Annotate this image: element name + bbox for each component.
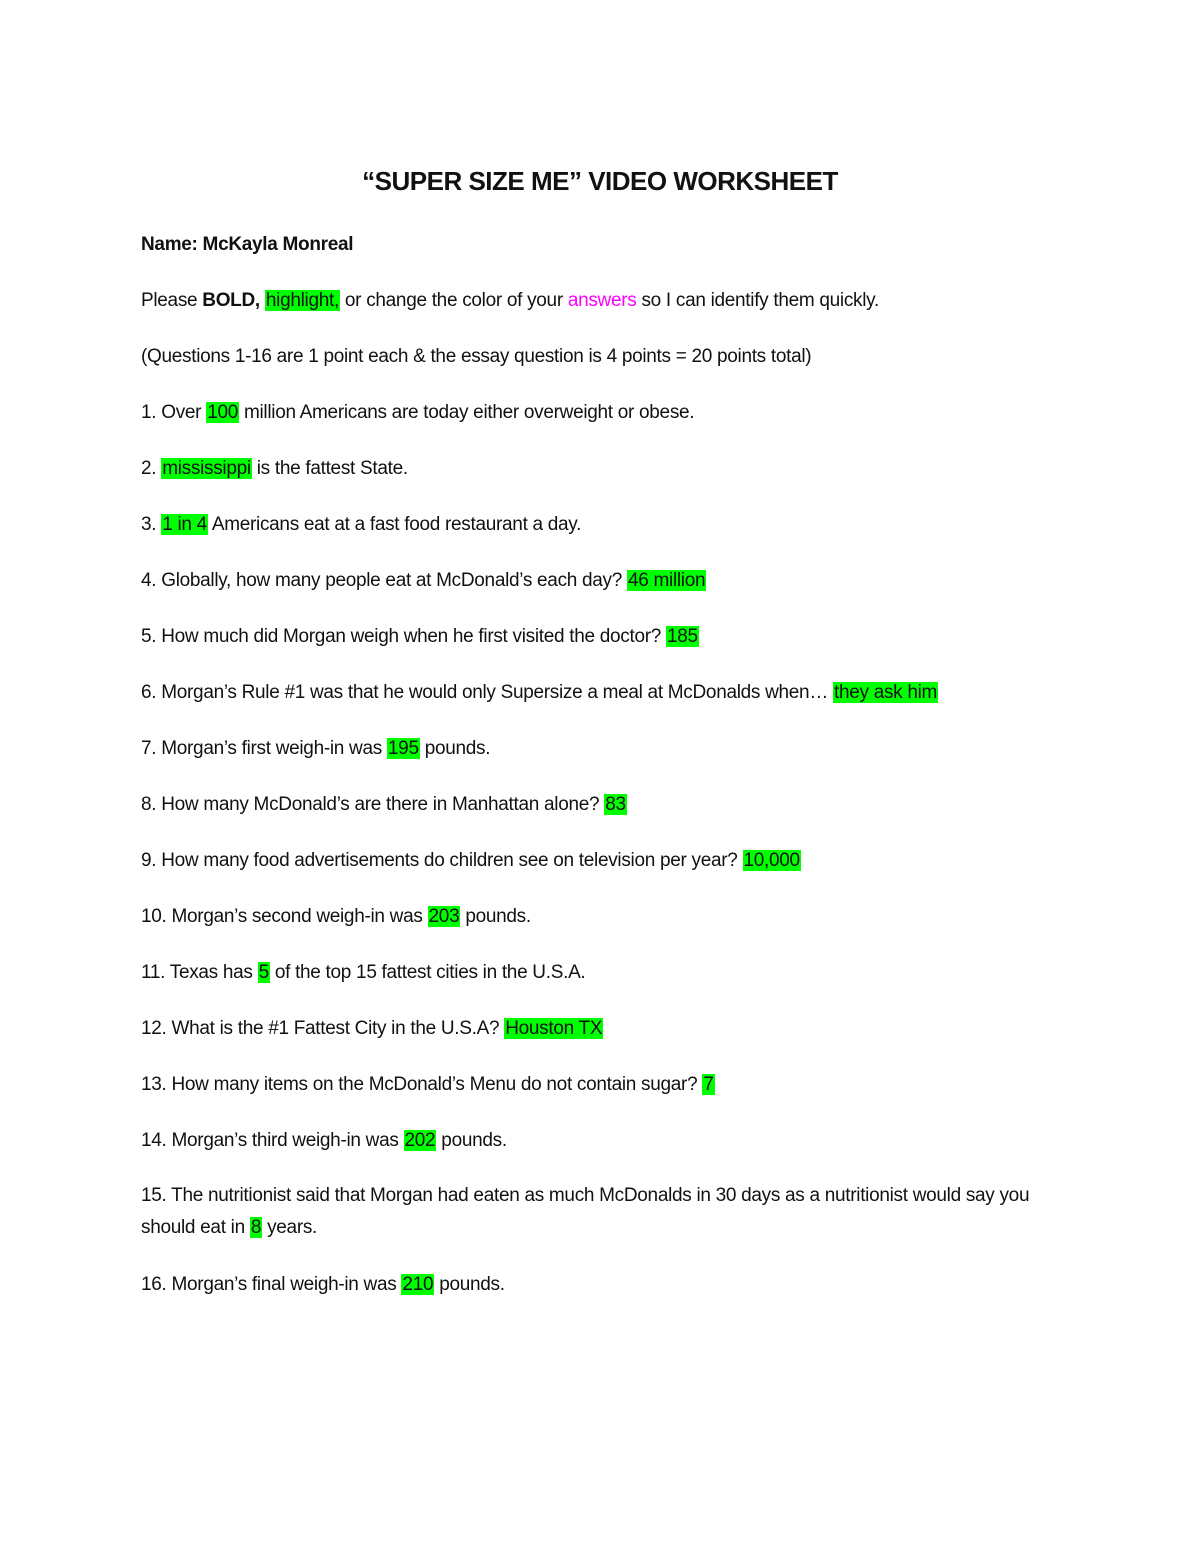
question-text: 3. xyxy=(141,514,162,535)
question-text-end: million Americans are today either overweight or obese. xyxy=(239,402,695,423)
instructions-post: so I can identify them quickly. xyxy=(636,290,879,311)
question-11 xyxy=(141,957,585,989)
question-text: 10. Morgan’s second weigh-in was xyxy=(141,906,428,927)
question-7 xyxy=(141,733,490,765)
question-5 xyxy=(141,621,699,653)
worksheet-title: “SUPER SIZE ME” VIDEO WORKSHEET xyxy=(362,166,838,196)
instructions-answers: answers xyxy=(567,290,637,311)
question-12 xyxy=(141,1013,603,1045)
answer-highlight: 1 in 4 xyxy=(162,514,207,535)
answer-highlight: mississippi xyxy=(162,458,251,479)
answer-highlight: 83 xyxy=(605,794,626,815)
answer-highlight: 8 xyxy=(250,1217,262,1238)
answer-highlight: 185 xyxy=(667,626,698,647)
question-text: 13. How many items on the McDonald’s Menu do not contain sugar? xyxy=(141,1074,703,1095)
student-name: Name: McKayla Monreal xyxy=(141,234,354,255)
question-2 xyxy=(141,453,408,485)
question-text: 12. What is the #1 Fattest City in the U.S.A? xyxy=(141,1018,505,1039)
question-text-end: pounds. xyxy=(436,1130,507,1151)
answer-highlight: 210 xyxy=(402,1274,434,1295)
question-4 xyxy=(141,565,706,597)
points-note: (Questions 1-16 are 1 point each & the essay question is 4 points = 20 points total) xyxy=(141,346,812,367)
question-text-end: Americans eat at a fast food restaurant a day. xyxy=(207,514,582,535)
question-9 xyxy=(141,845,801,877)
question-text: 7. Morgan’s first weigh-in was xyxy=(141,738,387,759)
question-text-end: pounds. xyxy=(419,738,491,759)
question-16 xyxy=(141,1269,505,1301)
answer-highlight: 10,000 xyxy=(743,850,800,871)
question-text-end: pounds. xyxy=(460,906,531,927)
answer-highlight: they ask him xyxy=(834,682,938,703)
question-text-end: is the fattest State. xyxy=(251,458,408,479)
instructions-bold: BOLD, xyxy=(202,290,260,311)
question-text: 8. How many McDonald’s are there in Manhattan alone? xyxy=(141,794,605,815)
question-14 xyxy=(141,1125,507,1157)
answer-highlight: 46 million xyxy=(628,570,706,591)
instructions-highlight: highlight, xyxy=(265,290,339,311)
question-13 xyxy=(141,1069,715,1101)
question-text: 14. Morgan’s third weigh-in was xyxy=(141,1130,404,1151)
question-text: 4. Globally, how many people eat at McDonald’s each day? xyxy=(141,570,627,591)
answer-highlight: 195 xyxy=(387,738,419,759)
question-text-end: of the top 15 fattest cities in the U.S.A. xyxy=(269,962,586,983)
answer-highlight: 100 xyxy=(207,402,238,423)
question-text: 1. Over xyxy=(141,402,207,423)
answer-highlight: 7 xyxy=(703,1074,714,1095)
question-text: 6. Morgan’s Rule #1 was that he would only Supersize a meal at McDonalds when… xyxy=(141,682,833,703)
question-text-end: years. xyxy=(262,1217,318,1238)
question-text: 16. Morgan’s final weigh-in was xyxy=(141,1274,402,1295)
question-text: 11. Texas has xyxy=(141,962,258,983)
question-6 xyxy=(141,677,938,709)
instructions-pre: Please xyxy=(141,290,203,311)
question-text: 5. How much did Morgan weigh when he first visited the doctor? xyxy=(141,626,666,647)
instructions-mid: or change the color of your xyxy=(339,290,568,311)
question-text-end: pounds. xyxy=(434,1274,505,1295)
answer-highlight: 202 xyxy=(404,1130,436,1151)
instructions-line xyxy=(141,285,879,317)
question-text: 2. xyxy=(141,458,162,479)
question-text: 9. How many food advertisements do children see on television per year? xyxy=(141,850,743,871)
answer-highlight: 5 xyxy=(258,962,269,983)
answer-highlight: Houston TX xyxy=(505,1018,603,1039)
question-text: 15. The nutritionist said that Morgan had eaten as much McDonalds in 30 days as a nutritionist would say you should eat in xyxy=(141,1185,1030,1238)
answer-highlight: 203 xyxy=(428,906,460,927)
question-1 xyxy=(141,397,694,429)
question-15 xyxy=(141,1180,1041,1244)
question-3 xyxy=(141,509,581,541)
question-8 xyxy=(141,789,627,821)
question-10 xyxy=(141,901,531,933)
